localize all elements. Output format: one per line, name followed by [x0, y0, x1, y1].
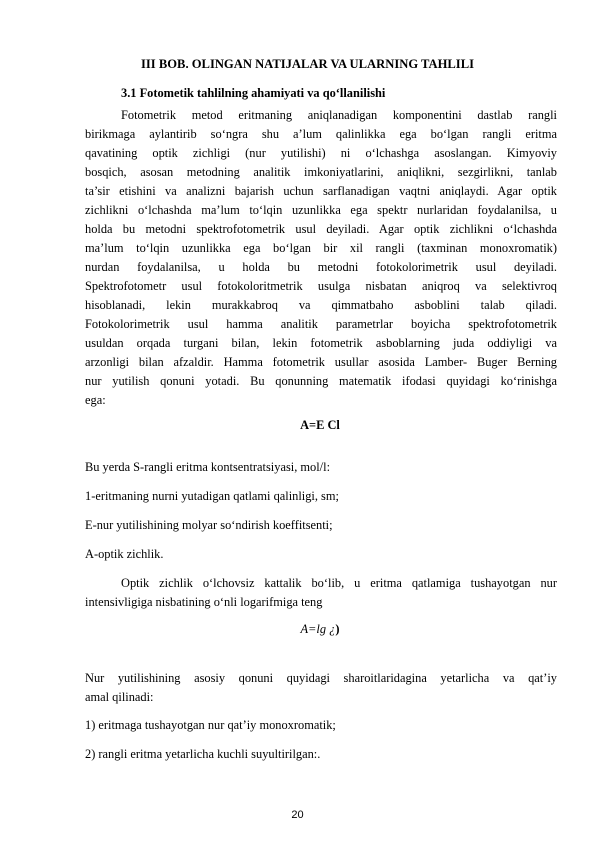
definition-line: 1-eritmaning nurni yutadigan qatlami qalinligi, sm; [85, 489, 339, 503]
paragraph-line: birikmaga aylantirib so‘ngra shu a’lum qalinlikka ega bo‘lgan rangli eritma [85, 127, 557, 141]
formula-lambert-beer: A=E Cl [300, 418, 340, 432]
definition-line: Bu yerda S-rangli eritma kontsentratsiyasi, mol/l: [85, 460, 331, 474]
paragraph-line: hisoblanadi, lekin murakkabroq va qimmatbaho asboblini talab qiladi. [85, 298, 557, 312]
paragraph-line: holda bu metodni spektrofotometrik usul deyiladi. Agar optik zichlikni o‘lchashda [85, 222, 557, 236]
formula-paren: ) [335, 622, 340, 636]
section-title: 3.1 Fotometik tahlilning ahamiyati va qo‘llanilishi [121, 86, 386, 100]
paragraph-line: bosqich, asosan metodning analitik imkoniyatlarini, aniqlikni, sezgirlikni, tanlab [85, 165, 557, 179]
paragraph-line: zichlikni o‘lchashda ma’lum to‘lqin uzunlikka ega spektr nurlaridan foydalanilsa, u [85, 203, 557, 217]
condition-item: 2) rangli eritma yetarlicha kuchli suyultirilgan:. [85, 747, 321, 761]
paragraph-line: usuldan orqada turgani bilan, lekin fotometrik asboblarning juda oddiyligi va [85, 336, 557, 350]
paragraph-line: Spektrofotometr usul fotokoloritmetrik usulga nisbatan aniqroq va selektivroq [85, 279, 557, 293]
formula-main: A=lg ¿ [300, 622, 336, 636]
page-number: 20 [291, 809, 304, 821]
definition-line: A-optik zichlik. [85, 547, 164, 561]
formula-optical-density [0, 622, 595, 637]
paragraph-line: Nur yutilishining asosiy qonuni quyidagi sharoitlaridagina yetarlicha va qat’iy [85, 671, 557, 685]
paragraph-line: nurdan foydalanilsa, u holda bu metodni fotokolorimetrik usul deyiladi. [85, 260, 557, 274]
paragraph-line: ma’lum to‘lqin uzunlikka ega bo‘lgan bir xil rangli (taxminan monoxromatik) [85, 241, 557, 255]
paragraph-line: nur yutilish qonuni yotadi. Bu qonunning matematik ifodasi quyidagi ko‘rinishga [85, 374, 557, 388]
paragraph-line: Fotometrik metod eritmaning aniqlanadigan komponentini dastlab rangli [121, 108, 557, 122]
paragraph-line: qavatining optik zichligi (nur yutilishi) ni o‘lchashga asoslangan. Kimyoviy [85, 146, 557, 160]
definition-line: E-nur yutilishining molyar so‘ndirish koeffitsenti; [85, 518, 333, 532]
condition-item: 1) eritmaga tushayotgan nur qat’iy monoxromatik; [85, 718, 336, 732]
chapter-title: III BOB. OLINGAN NATIJALAR VA ULARNING TAHLILI [141, 57, 474, 71]
paragraph-line: amal qilinadi: [85, 690, 154, 704]
paragraph-line: arzonligi bilan afzaldir. Hamma fotometrik usullar asosida Lamber- Buger Berning [85, 355, 557, 369]
paragraph-line: Optik zichlik o‘lchovsiz kattalik bo‘lib, u eritma qatlamiga tushayotgan nur [121, 576, 557, 590]
paragraph-line: ta’sir etishini va analizni bajarish uchun sarflanadigan vaqtni aniqlaydi. Agar optik [85, 184, 557, 198]
paragraph-line: ega: [85, 393, 106, 407]
paragraph-line: intensivligiga nisbatining o‘nli logarifmiga teng [85, 595, 323, 609]
paragraph-line: Fotokolorimetrik usul hamma analitik parametrlar boyicha spektrofotometrik [85, 317, 557, 331]
